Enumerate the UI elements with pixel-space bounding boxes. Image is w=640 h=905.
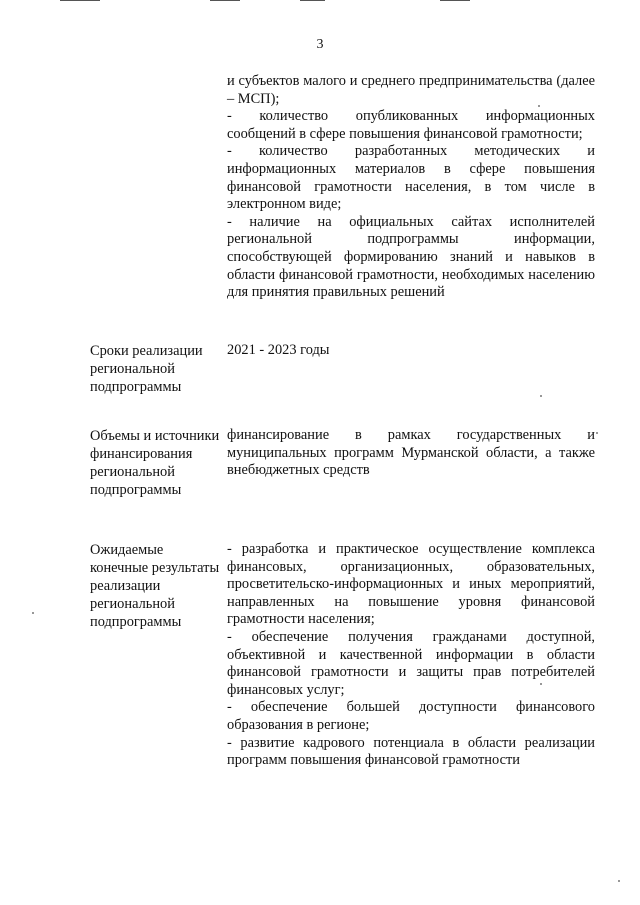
result-item: - обеспечение большей доступности финансового образования в регионе; <box>227 699 595 733</box>
indicator-line: - наличие на официальных сайтах исполнителей региональной подпрограммы информации, способствующей формированию знаний и навыков в области финансовой грамотности, необходимых населению для принятия правильных решений <box>227 213 595 301</box>
page-number: 3 <box>316 37 324 52</box>
scan-edge-line <box>60 0 100 1</box>
indicators-text <box>227 73 595 302</box>
result-item: - развитие кадрового потенциала в области реализации программ повышения финансовой грамотности <box>227 734 595 769</box>
funding-label: Объемы и источники финансирования региональной подпрограммы <box>90 428 220 498</box>
scan-speck <box>596 432 598 434</box>
scan-speck <box>540 395 542 397</box>
indicator-line: - количество опубликованных информационных сообщений в сфере повышения финансовой грамотности; <box>227 108 595 142</box>
results-list <box>227 541 595 770</box>
scan-edge-line <box>210 0 240 1</box>
result-item: - обеспечение получения гражданами доступной, объективной и качественной информации в области финансовой грамотности и защиты прав потребителей финансовых услуг; <box>227 628 595 698</box>
indicator-line: и субъектов малого и среднего предпринимательства (далее – МСП); <box>227 73 595 107</box>
result-item: - разработка и практическое осуществление комплекса финансовых, организационных, образовательных, просветительско-информационных и иных мероприятий, направленных на повышение уровня финансовой грамотности населения; <box>227 541 595 628</box>
scan-speck <box>538 105 540 107</box>
timing-value: 2021 - 2023 годы <box>227 342 330 358</box>
results-label: Ожидаемые конечные результаты реализации региональной подпрограммы <box>90 542 220 630</box>
scan-edge-line <box>300 0 325 1</box>
indicator-line: - количество разработанных методических и информационных материалов в сфере повышения финансовой грамотности населения, в том числе в электронном виде; <box>227 143 595 213</box>
scan-speck <box>618 880 620 882</box>
scan-speck <box>32 612 34 614</box>
timing-label: Сроки реализации региональной подпрограммы <box>90 343 203 395</box>
scan-speck <box>540 683 542 685</box>
scan-edge-line <box>440 0 470 1</box>
funding-value: финансирование в рамках государственных и муниципальных программ Мурманской области, а также внебюджетных средств <box>227 427 595 479</box>
